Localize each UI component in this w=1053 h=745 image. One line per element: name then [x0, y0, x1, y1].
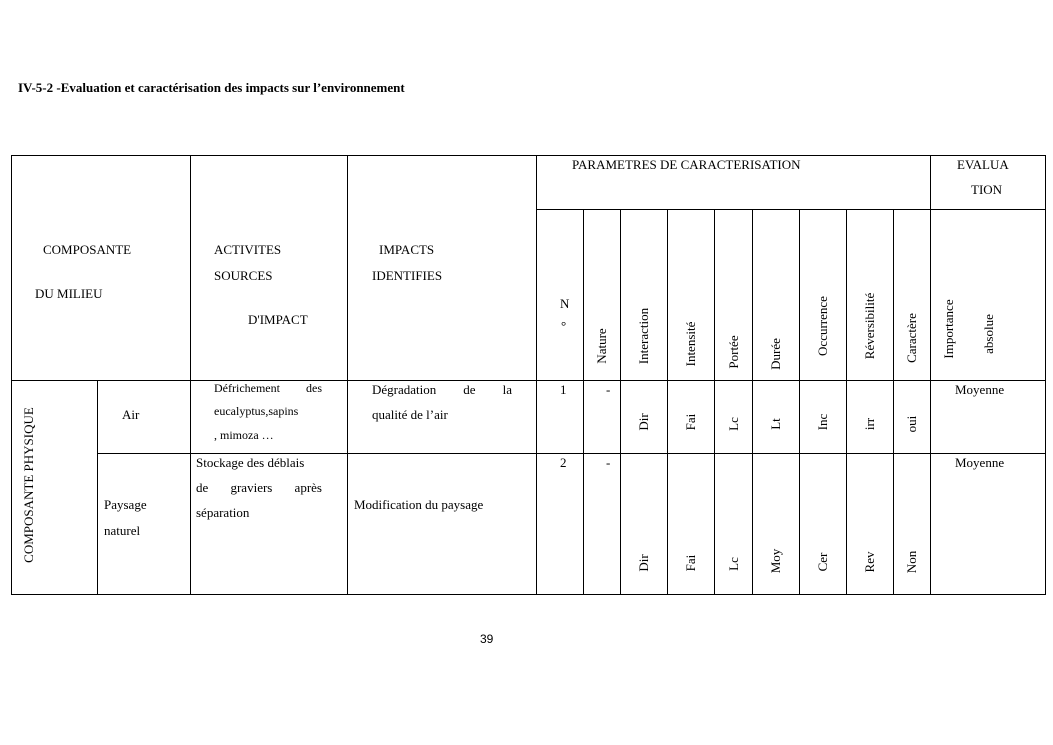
- header-composante-du-milieu: [12, 156, 191, 381]
- row2-impact-value: Modification du paysage: [354, 497, 484, 512]
- row1-importance-value: Moyenne: [955, 382, 1005, 397]
- row2-duree: [753, 454, 800, 595]
- row2-importance: [931, 454, 1046, 595]
- header-no-line2: °: [561, 318, 567, 333]
- header-evaluation-line2: TION: [971, 182, 1003, 197]
- row1-interaction: [621, 381, 668, 454]
- row1-activity-line2: eucalyptus,sapins: [214, 404, 299, 418]
- row2-occurrence: [800, 454, 847, 595]
- row2-intensite: [668, 454, 715, 595]
- row1-activity-line1: Défrichement des: [214, 381, 322, 395]
- row2-portee: [715, 454, 753, 595]
- header-occurrence-label: Occurrence: [815, 296, 830, 356]
- header-parametres-label: PARAMETRES DE CARACTERISATION: [572, 157, 801, 172]
- row1-impact: [348, 381, 537, 454]
- row1-no: [537, 381, 584, 454]
- row2-nature: [584, 454, 621, 595]
- header-reversibilite-label: Réversibilité: [862, 292, 877, 360]
- row1-duree-value: Lt: [768, 418, 783, 430]
- row1-occurrence: [800, 381, 847, 454]
- row1-nature: [584, 381, 621, 454]
- header-nature: [584, 210, 621, 381]
- header-impacts-identifies: [348, 156, 537, 381]
- header-duree: [753, 210, 800, 381]
- row2-importance-value: Moyenne: [955, 455, 1005, 470]
- group-composante-physique-label: COMPOSANTE PHYSIQUE: [21, 407, 36, 563]
- row1-impact-line1: Dégradation de la: [372, 382, 512, 397]
- row2-impact: [348, 454, 537, 595]
- row2-activity: [191, 454, 348, 595]
- header-nature-label: Nature: [594, 328, 609, 364]
- row2-activity-line1: Stockage des déblais: [196, 455, 305, 470]
- row2-portee-value: Lc: [725, 557, 741, 571]
- row2-caractere: [894, 454, 931, 595]
- row1-sub-component: [98, 381, 191, 454]
- row1-duree: [753, 381, 800, 454]
- row2-interaction: [621, 454, 668, 595]
- row2-activity-line2: de graviers après: [196, 480, 322, 495]
- row2-reversibilite: [847, 454, 894, 595]
- header-parametres: [537, 156, 931, 210]
- row2-intensite-value: Fai: [683, 554, 698, 572]
- row1-activity-line3: , mimoza …: [214, 428, 274, 442]
- row2-caractere-value: Non: [904, 550, 919, 574]
- page-number: 39: [480, 632, 494, 646]
- row1-intensite-value: Fai: [683, 413, 698, 431]
- row1-impact-line2: qualité de l’air: [372, 407, 448, 422]
- row1-caractere-value: oui: [904, 415, 919, 433]
- header-composante-line2: DU MILIEU: [35, 286, 103, 301]
- row2-interaction-value: Dir: [636, 554, 651, 572]
- header-portee: [715, 210, 753, 381]
- row1-portee-value: Lc: [725, 417, 741, 431]
- header-evaluation: [931, 156, 1046, 210]
- row2-reversibilite-value: Rev: [862, 551, 877, 573]
- header-portee-label: Portée: [725, 335, 741, 369]
- header-importance-line2: absolue: [981, 314, 996, 354]
- row2-duree-value: Moy: [768, 548, 783, 574]
- header-no: [537, 210, 584, 381]
- header-interaction-label: Interaction: [636, 307, 651, 365]
- header-intensite-label: Intensité: [683, 321, 698, 367]
- header-activites-line3: D'IMPACT: [248, 312, 308, 327]
- row1-no-value: 1: [560, 382, 567, 397]
- row2-sub-component-line1: Paysage: [104, 497, 147, 512]
- row1-interaction-value: Dir: [636, 413, 651, 431]
- row1-occurrence-value: Inc: [815, 413, 830, 431]
- header-activites-line2: SOURCES: [214, 268, 273, 283]
- header-activites-line1: ACTIVITES: [214, 242, 282, 257]
- header-impacts-line2: IDENTIFIES: [372, 268, 443, 283]
- header-activites-sources: [191, 156, 348, 381]
- header-intensite: [668, 210, 715, 381]
- row1-portee: [715, 381, 753, 454]
- row2-no-value: 2: [560, 455, 567, 470]
- row2-activity-line3: séparation: [196, 505, 250, 520]
- row2-sub-component: [98, 454, 191, 595]
- row1-nature-value: -: [606, 382, 611, 397]
- header-importance-line1: Importance: [941, 299, 956, 359]
- header-reversibilite: [847, 210, 894, 381]
- row1-activity: [191, 381, 348, 454]
- header-importance-absolue: [931, 210, 1046, 381]
- row2-nature-value: -: [606, 455, 611, 470]
- row2-no: [537, 454, 584, 595]
- header-duree-label: Durée: [768, 338, 783, 370]
- header-impacts-line1: IMPACTS: [379, 242, 435, 257]
- row1-reversibilite: [847, 381, 894, 454]
- header-caractere-label: Caractère: [904, 313, 919, 363]
- header-evaluation-line1: EVALUA: [957, 157, 1009, 172]
- row1-reversibilite-value: irr: [862, 417, 877, 431]
- row1-importance: [931, 381, 1046, 454]
- page-heading: IV-5-2 -Evaluation et caractérisation des impacts sur l’environnement: [18, 80, 405, 95]
- row1-sub-component-label: Air: [122, 407, 140, 422]
- row1-intensite: [668, 381, 715, 454]
- header-no-line1: N: [560, 296, 570, 311]
- group-composante-physique: [12, 381, 98, 595]
- header-composante-line1: COMPOSANTE: [43, 242, 132, 257]
- header-occurrence: [800, 210, 847, 381]
- impact-characterization-table: [11, 155, 1046, 595]
- row2-occurrence-value: Cer: [815, 552, 830, 572]
- row2-sub-component-line2: naturel: [104, 523, 141, 538]
- row1-caractere: [894, 381, 931, 454]
- header-interaction: [621, 210, 668, 381]
- header-caractere: [894, 210, 931, 381]
